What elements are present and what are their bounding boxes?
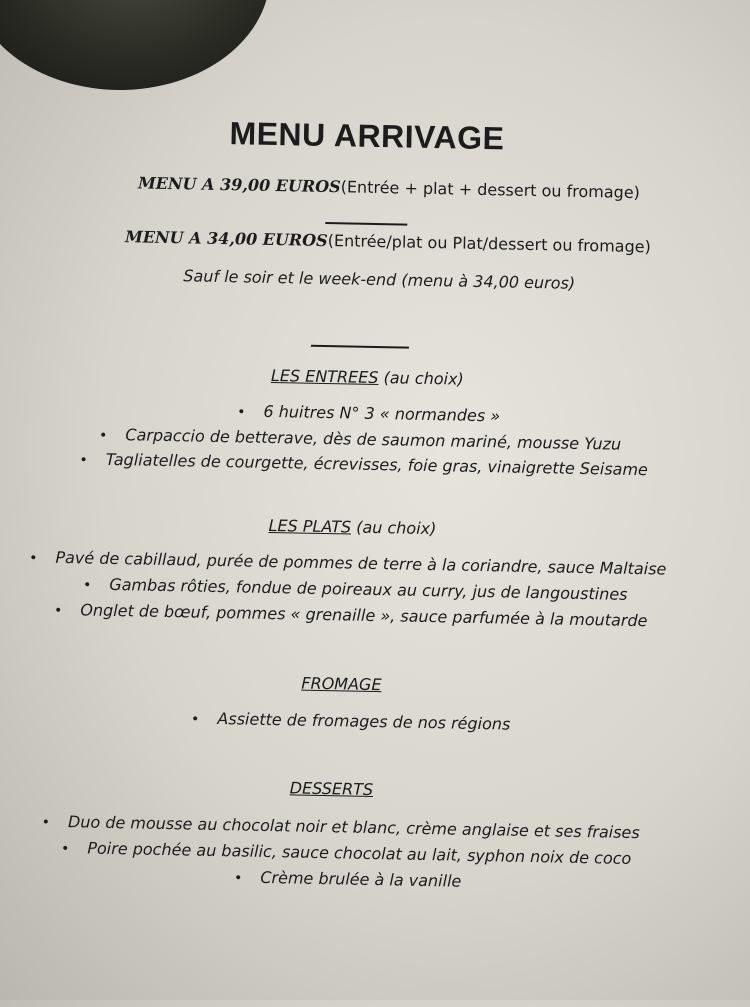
offer-details: (Entrée + plat + dessert ou fromage) bbox=[340, 177, 641, 203]
section-heading-desserts: DESSERTS bbox=[289, 778, 374, 800]
list-item: • Tagliatelles de courgette, écrevisses, foie gras, vinaigrette Seisame bbox=[79, 449, 649, 480]
list-item: • Carpaccio de betterave, dès de saumon mariné, mousse Yuzu bbox=[98, 425, 622, 454]
list-item: • Pavé de cabillaud, purée de pommes de terre à la coriandre, sauce Maltaise bbox=[29, 547, 667, 579]
offer-line-1 bbox=[14, 171, 750, 204]
list-item: • Poire pochée au basilic, sauce chocolat au lait, syphon noix de coco bbox=[60, 838, 632, 868]
section-heading-fromage: FROMAGE bbox=[301, 673, 382, 695]
list-item: • Duo de mousse au chocolat noir et blanc, crème anglaise et ses fraises bbox=[41, 812, 640, 843]
list-item: • Crème brulée à la vanille bbox=[233, 867, 462, 891]
list-item: • Assiette de fromages de nos régions bbox=[190, 709, 511, 734]
divider-rule bbox=[311, 345, 409, 349]
offer-details: (Entrée/plat ou Plat/dessert ou fromage) bbox=[327, 231, 652, 257]
section-heading-entrees: LES ENTREES (au choix) bbox=[270, 365, 464, 389]
section-heading-plats: LES PLATS (au choix) bbox=[268, 515, 437, 539]
list-item: • Onglet de bœuf, pommes « grenaille », sauce parfumée à la moutarde bbox=[53, 600, 648, 631]
menu-title: MENU ARRIVAGE bbox=[229, 115, 505, 157]
offer-price: MENU A 39,00 EUROS bbox=[137, 173, 341, 197]
list-item: • Gambas rôties, fondue de poireaux au curry, jus de langoustines bbox=[82, 574, 628, 604]
offer-price: MENU A 34,00 EUROS bbox=[124, 227, 328, 251]
offer-line-2 bbox=[13, 225, 750, 258]
offer-note: Sauf le soir et le week-end (menu à 34,00 euros) bbox=[183, 266, 576, 293]
list-item: • 6 huitres N° 3 « normandes » bbox=[237, 401, 501, 426]
divider-rule bbox=[325, 222, 407, 226]
